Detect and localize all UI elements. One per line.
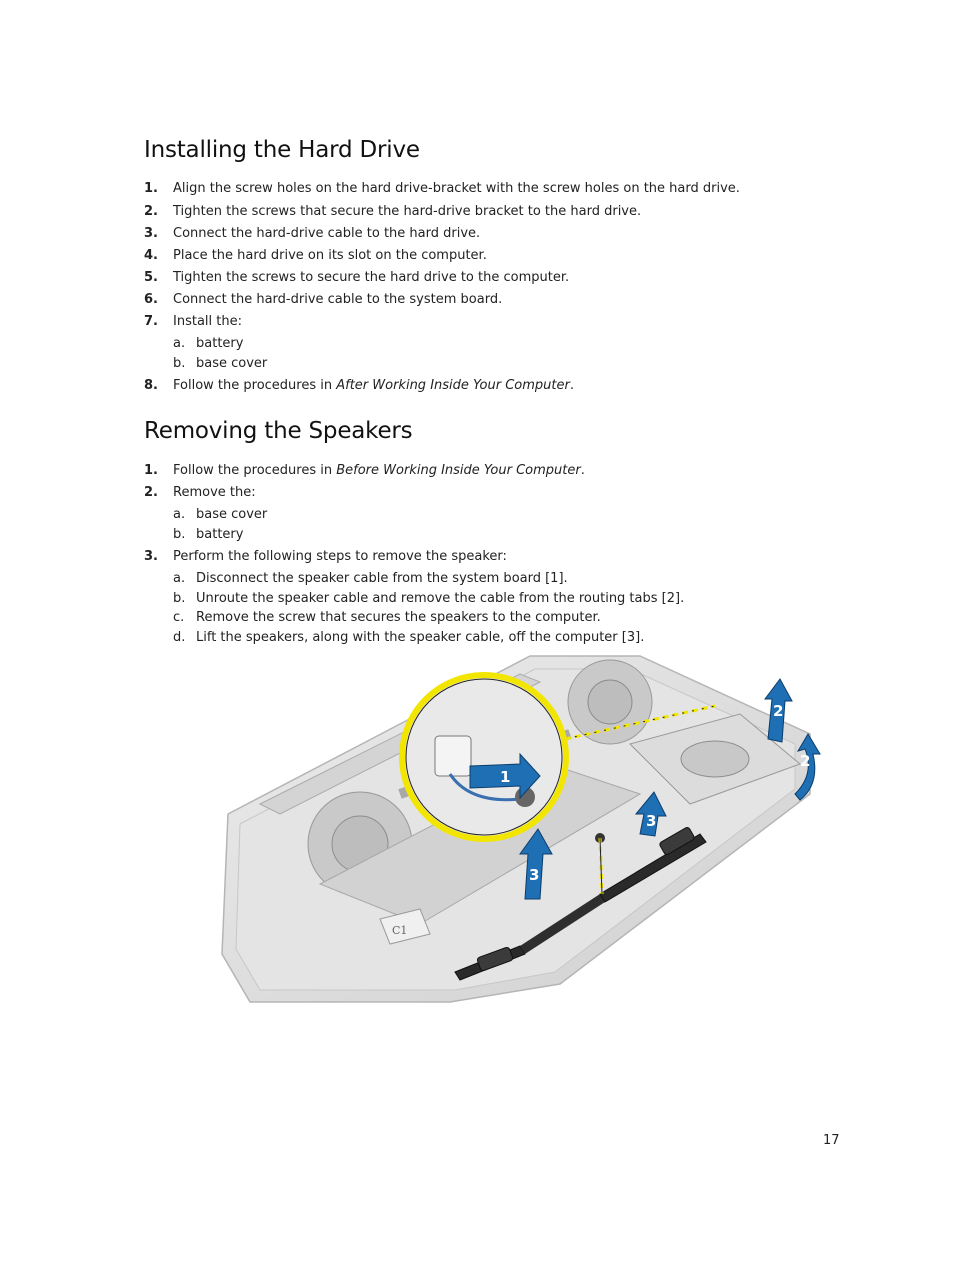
substep-letter: b.	[173, 356, 186, 371]
step-text: Place the hard drive on its slot on the computer.	[173, 248, 487, 263]
document-reference: After Working Inside Your Computer	[336, 378, 570, 393]
substep-text: Remove the screw that secures the speakers to the computer.	[196, 610, 601, 625]
section-title-installing-hard-drive: Installing the Hard Drive	[144, 137, 420, 163]
substep-letter: a.	[173, 336, 186, 351]
substep-letter: c.	[173, 610, 185, 625]
substep-text: Disconnect the speaker cable from the system board [1].	[196, 571, 568, 586]
step-text: Remove the:	[173, 485, 256, 500]
step-text-part: Follow the procedures in	[173, 378, 337, 393]
label-c1: C1	[392, 924, 408, 937]
step-number: 6.	[144, 292, 158, 307]
substep-text: battery	[196, 527, 244, 542]
speaker-removal-illustration	[220, 654, 824, 1004]
substep-text: base cover	[196, 507, 268, 522]
step-number: 3.	[144, 549, 158, 564]
substep-letter: b.	[173, 591, 186, 606]
substep-letter: a.	[173, 507, 186, 522]
substep-letter: d.	[173, 630, 186, 645]
section-title-removing-speakers: Removing the Speakers	[144, 418, 413, 444]
step-number: 7.	[144, 314, 158, 329]
step-number: 4.	[144, 248, 158, 263]
step-number: 2.	[144, 485, 158, 500]
step-text-part: .	[569, 378, 574, 393]
document-reference: Before Working Inside Your Computer	[336, 463, 581, 478]
substep-letter: a.	[173, 571, 186, 586]
step-text: Install the:	[173, 314, 242, 329]
step-text-part: Follow the procedures in	[173, 463, 337, 478]
step-text: Align the screw holes on the hard drive-bracket with the screw holes on the hard drive.	[173, 181, 740, 196]
step-text-part: .	[580, 463, 585, 478]
step-number: 8.	[144, 378, 158, 393]
step-text: Tighten the screws to secure the hard drive to the computer.	[173, 270, 570, 285]
substep-text: base cover	[196, 356, 268, 371]
step-number: 1.	[144, 181, 158, 196]
substep-text: Lift the speakers, along with the speaker cable, off the computer [3].	[196, 630, 645, 645]
callout-3a: 3	[529, 866, 540, 884]
step-number: 1.	[144, 463, 158, 478]
callout-2b: 2	[800, 752, 811, 770]
substep-text: Unroute the speaker cable and remove the cable from the routing tabs [2].	[196, 591, 685, 606]
step-text: Tighten the screws that secure the hard-drive bracket to the hard drive.	[173, 204, 642, 219]
step-number: 5.	[144, 270, 158, 285]
step-text	[173, 378, 574, 394]
step-text: Connect the hard-drive cable to the hard drive.	[173, 226, 481, 241]
page-number: 17	[823, 1133, 840, 1148]
step-text	[173, 463, 585, 479]
step-text: Perform the following steps to remove the speaker:	[173, 549, 507, 564]
substep-text: battery	[196, 336, 244, 351]
step-number: 3.	[144, 226, 158, 241]
callout-2a: 2	[773, 702, 784, 720]
step-number: 2.	[144, 204, 158, 219]
callout-3b: 3	[646, 812, 657, 830]
substep-letter: b.	[173, 527, 186, 542]
callout-1: 1	[500, 768, 511, 786]
step-text: Connect the hard-drive cable to the system board.	[173, 292, 503, 307]
